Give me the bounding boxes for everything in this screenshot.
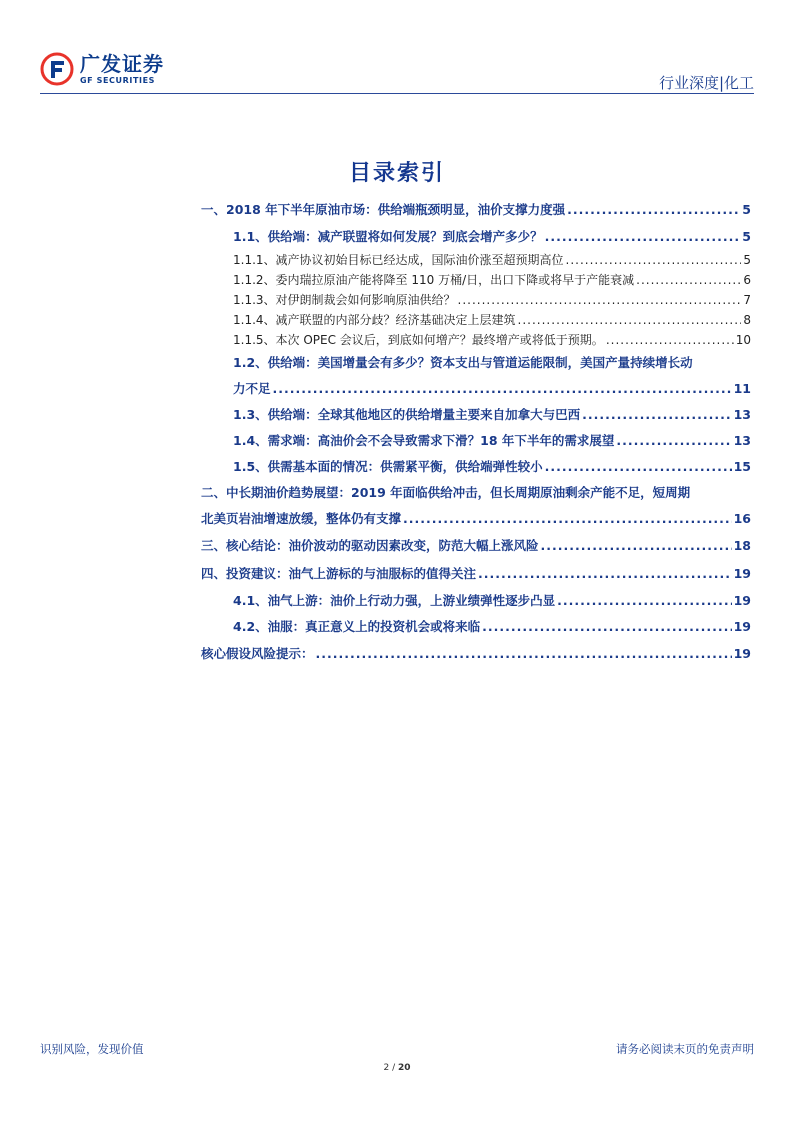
toc-entry[interactable]: [201, 454, 751, 480]
toc-entry-text: 一、2018 年下半年原油市场：供给端瓶颈明显，油价支撑力度强: [201, 202, 566, 217]
toc-leader-dots: [636, 270, 741, 290]
page-separator: /: [389, 1063, 398, 1073]
toc-entry[interactable]: [201, 330, 751, 350]
toc-page-number: 13: [733, 433, 751, 448]
toc-page-number: 7: [743, 293, 751, 307]
toc-entry[interactable]: [201, 560, 751, 588]
toc-page-number: 8: [743, 313, 751, 327]
toc-page-number: 15: [733, 459, 751, 474]
toc-leader-dots: [541, 532, 732, 560]
toc-page-number: 13: [733, 407, 751, 422]
toc-leader-dots: [316, 640, 732, 668]
header-divider: [40, 93, 754, 94]
toc-page-number: 5: [743, 253, 751, 267]
toc-leader-dots: [458, 290, 742, 310]
toc-leader-dots: [482, 614, 731, 640]
toc-leader-dots: [567, 196, 740, 224]
toc-entry[interactable]: [201, 196, 751, 224]
toc-page-number: 5: [742, 229, 751, 244]
toc-leader-dots: [273, 376, 732, 402]
toc-entry-text: 1.2、供给端：美国增量会有多少？资本支出与管道运能限制，美国产量持续增长动: [233, 355, 693, 370]
toc-page-number: 6: [743, 273, 751, 287]
toc-entry[interactable]: [201, 402, 751, 428]
toc-entry-text: 1.1.5、本次 OPEC 会议后，到底如何增产？最终增产或将低于预期。: [233, 333, 604, 347]
gf-securities-logo: [40, 52, 164, 86]
table-of-contents: [201, 196, 751, 668]
toc-entry[interactable]: [201, 310, 751, 330]
toc-entry[interactable]: [201, 224, 751, 250]
toc-entry[interactable]: [201, 270, 751, 290]
toc-entry-text: 1.1.2、委内瑞拉原油产能将降至 110 万桶/日，出口下降或将早于产能衰减: [233, 273, 635, 287]
page-number: [0, 1063, 794, 1073]
toc-page-number: 18: [733, 538, 751, 553]
page-total: 20: [397, 1063, 411, 1073]
toc-page-number: 19: [733, 646, 751, 661]
page-current: 2: [383, 1063, 390, 1073]
logo-chinese-name: 广发证券: [80, 51, 164, 76]
footer-disclaimer-link[interactable]: 请务必阅读末页的免责声明: [616, 1042, 754, 1056]
toc-leader-dots: [616, 428, 731, 454]
toc-entry[interactable]: [201, 614, 751, 640]
toc-entry-text: 1.3、供给端：全球其他地区的供给增量主要来自加拿大与巴西: [233, 407, 581, 422]
toc-leader-dots: [545, 224, 741, 250]
toc-entry-text: 1.4、需求端：高油价会不会导致需求下滑？18 年下半年的需求展望: [233, 433, 615, 448]
toc-entry-text: 核心假设风险提示：: [201, 646, 314, 661]
toc-entry-text: 1.1、供给端：减产联盟将如何发展？到底会增产多少？: [233, 229, 543, 244]
toc-entry[interactable]: [201, 350, 751, 402]
toc-entry-text: 三、核心结论：油价波动的驱动因素改变，防范大幅上涨风险: [201, 538, 539, 553]
toc-entry[interactable]: [201, 588, 751, 614]
toc-page-number: 10: [735, 333, 751, 347]
report-category: 行业深度|化工: [658, 74, 754, 92]
page-header: [40, 52, 754, 92]
toc-entry-text-continued: 北美页岩油增速放缓，整体仍有支撑: [201, 511, 402, 526]
toc-leader-dots: [478, 560, 732, 588]
toc-entry-text: 1.1.1、减产协议初始目标已经达成，国际油价涨至超预期高位: [233, 253, 564, 267]
toc-entry-text: 四、投资建议：油气上游标的与油服标的值得关注: [201, 566, 477, 581]
toc-leader-dots: [557, 588, 731, 614]
toc-leader-dots: [403, 506, 732, 532]
toc-entry-text: 1.1.3、对伊朗制裁会如何影响原油供给？: [233, 293, 456, 307]
toc-entry-text: 二、中长期油价趋势展望：2019 年面临供给冲击，但长周期原油剩余产能不足，短周期: [201, 485, 691, 500]
toc-page-number: 19: [733, 566, 751, 581]
toc-leader-dots: [606, 330, 734, 350]
footer-slogan: 识别风险，发现价值: [40, 1042, 144, 1056]
gf-logo-icon: [40, 52, 74, 86]
toc-entry-text: 1.5、供需基本面的情况：供需紧平衡，供给端弹性较小: [233, 459, 543, 474]
toc-entry[interactable]: [201, 640, 751, 668]
toc-title: 目录索引: [348, 161, 445, 186]
logo-english-name: GF SECURITIES: [80, 75, 156, 85]
toc-leader-dots: [518, 310, 742, 330]
toc-leader-dots: [545, 454, 732, 480]
toc-page-number: 19: [733, 593, 751, 608]
toc-page-number: 19: [733, 619, 751, 634]
toc-leader-dots: [582, 402, 731, 428]
toc-page-number: 16: [733, 511, 751, 526]
toc-entry[interactable]: [201, 428, 751, 454]
toc-entry[interactable]: [201, 290, 751, 310]
toc-page-number: 11: [733, 381, 751, 396]
toc-leader-dots: [566, 250, 742, 270]
toc-entry[interactable]: [201, 250, 751, 270]
toc-entry[interactable]: [201, 480, 751, 532]
toc-entry-text-continued: 力不足: [233, 381, 271, 396]
toc-entry-text: 4.1、油气上游：油价上行动力强，上游业绩弹性逐步凸显: [233, 593, 556, 608]
toc-entry-text: 1.1.4、减产联盟的内部分歧？经济基础决定上层建筑: [233, 313, 516, 327]
toc-page-number: 5: [742, 202, 751, 217]
toc-entry-text: 4.2、油服：真正意义上的投资机会或将来临: [233, 619, 481, 634]
toc-entry[interactable]: [201, 532, 751, 560]
